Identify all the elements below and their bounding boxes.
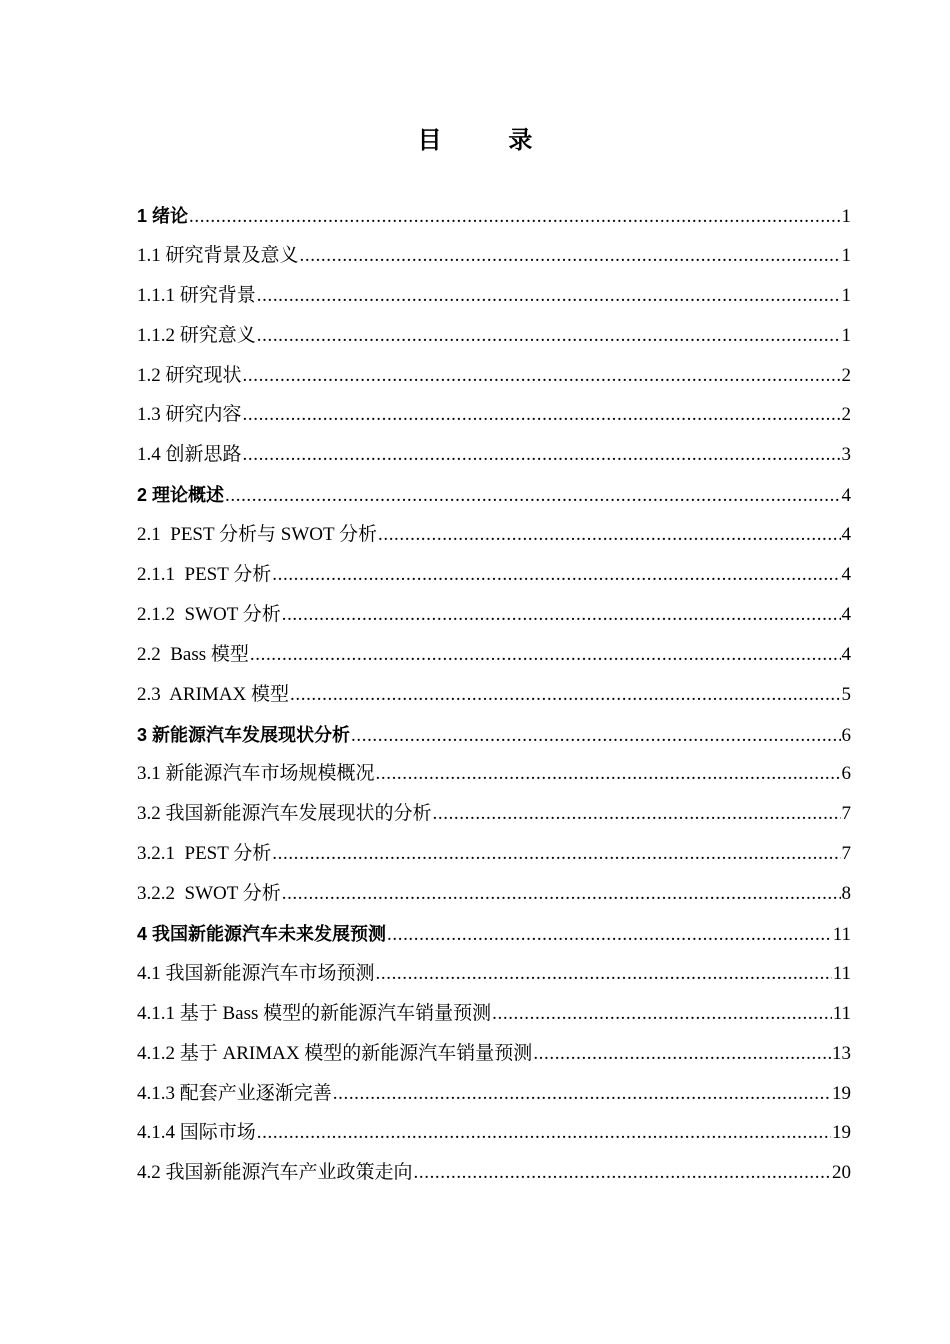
toc-entry-label: 2 理论概述 [137, 485, 225, 506]
dot-leader [376, 960, 832, 988]
toc-entry-label: 1.1 研究背景及意义 [137, 244, 299, 266]
table-of-contents [137, 202, 851, 1199]
toc-entry-label: 4 我国新能源汽车未来发展预测 [137, 924, 387, 945]
dot-leader [378, 521, 841, 549]
dot-leader [257, 322, 841, 350]
dot-leader [257, 1119, 831, 1147]
toc-entry-page: 7 [841, 803, 851, 825]
toc-entry-page: 4 [841, 603, 851, 625]
toc-entry[interactable] [137, 282, 851, 322]
toc-entry[interactable] [137, 481, 851, 521]
dot-leader [533, 1040, 831, 1068]
toc-entry-label: 3 新能源汽车发展现状分析 [137, 724, 351, 745]
toc-entry[interactable] [137, 681, 851, 721]
toc-entry-label: 1.3 研究内容 [137, 404, 242, 426]
toc-entry-label: 3.1 新能源汽车市场规模概况 [137, 763, 375, 785]
toc-entry-label: 2.1.1 PEST 分析 [137, 564, 272, 586]
toc-entry[interactable] [137, 322, 851, 362]
dot-leader [351, 722, 840, 750]
dot-leader [282, 880, 841, 908]
dot-leader [376, 760, 841, 788]
toc-entry[interactable] [137, 521, 851, 561]
toc-entry[interactable] [137, 721, 851, 761]
toc-entry[interactable] [137, 920, 851, 960]
dot-leader [387, 921, 832, 949]
toc-entry-page: 6 [841, 724, 851, 746]
toc-entry-page: 1 [841, 324, 851, 346]
toc-entry-label: 1 绪论 [137, 206, 189, 226]
toc-entry-page: 19 [832, 1122, 851, 1144]
toc-entry-label: 3.2.2 SWOT 分析 [137, 883, 281, 905]
toc-entry-label: 2.3 ARIMAX 模型 [137, 683, 290, 705]
toc-entry-page: 4 [841, 524, 851, 546]
toc-entry-label: 3.2.1 PEST 分析 [137, 843, 272, 865]
toc-entry-label: 1.1.1 研究背景 [137, 284, 256, 306]
toc-entry[interactable] [137, 202, 851, 242]
toc-entry-page: 4 [841, 564, 851, 586]
toc-entry-page: 4 [841, 643, 851, 665]
toc-entry[interactable] [137, 441, 851, 481]
toc-entry[interactable] [137, 760, 851, 800]
toc-entry-label: 2.1 PEST 分析与 SWOT 分析 [137, 524, 377, 546]
toc-entry-label: 2.1.2 SWOT 分析 [137, 603, 281, 625]
dot-leader [290, 681, 840, 709]
dot-leader [257, 282, 841, 310]
toc-entry-page: 1 [841, 244, 851, 266]
dot-leader [189, 203, 840, 231]
toc-entry[interactable] [137, 960, 851, 1000]
dot-leader [272, 840, 840, 868]
toc-entry-page: 11 [832, 1002, 851, 1024]
toc-entry-page: 20 [832, 1162, 851, 1184]
toc-entry-page: 2 [841, 364, 851, 386]
toc-entry-label: 4.1.1 基于 Bass 模型的新能源汽车销量预测 [137, 1002, 492, 1024]
toc-entry-label: 4.1 我国新能源汽车市场预测 [137, 962, 375, 984]
toc-title: 目 录 [417, 127, 563, 154]
toc-entry-page: 1 [841, 284, 851, 306]
toc-entry[interactable] [137, 1000, 851, 1040]
toc-entry[interactable] [137, 1119, 851, 1159]
toc-entry-label: 2.2 Bass 模型 [137, 643, 249, 665]
toc-entry-page: 2 [841, 404, 851, 426]
toc-entry[interactable] [137, 1159, 851, 1199]
toc-entry-page: 11 [832, 924, 851, 946]
dot-leader [300, 242, 841, 270]
toc-entry-page: 7 [841, 843, 851, 865]
toc-entry-page: 3 [841, 444, 851, 466]
dot-leader [243, 362, 841, 390]
toc-entry-label: 4.1.3 配套产业逐渐完善 [137, 1082, 332, 1104]
toc-entry-page: 19 [832, 1082, 851, 1104]
toc-entry[interactable] [137, 242, 851, 282]
toc-entry[interactable] [137, 880, 851, 920]
toc-entry-page: 13 [832, 1042, 851, 1064]
dot-leader [243, 441, 841, 469]
toc-entry-page: 4 [841, 485, 851, 507]
toc-entry[interactable] [137, 840, 851, 880]
toc-entry-page: 11 [832, 962, 851, 984]
dot-leader [282, 601, 841, 629]
toc-entry-page: 8 [841, 883, 851, 905]
dot-leader [250, 641, 841, 669]
dot-leader [243, 401, 841, 429]
toc-entry[interactable] [137, 1040, 851, 1080]
toc-entry[interactable] [137, 401, 851, 441]
toc-entry[interactable] [137, 641, 851, 681]
toc-entry-label: 4.2 我国新能源汽车产业政策走向 [137, 1162, 413, 1184]
toc-entry[interactable] [137, 601, 851, 641]
dot-leader [492, 1000, 832, 1028]
toc-entry[interactable] [137, 362, 851, 402]
toc-entry-label: 1.4 创新思路 [137, 444, 242, 466]
toc-entry[interactable] [137, 800, 851, 840]
toc-entry-label: 3.2 我国新能源汽车发展现状的分析 [137, 803, 432, 825]
toc-entry-page: 6 [841, 763, 851, 785]
toc-entry[interactable] [137, 1080, 851, 1120]
dot-leader [433, 800, 841, 828]
dot-leader [272, 561, 840, 589]
toc-entry-label: 4.1.4 国际市场 [137, 1122, 256, 1144]
toc-entry-page: 5 [841, 683, 851, 705]
dot-leader [333, 1080, 831, 1108]
toc-entry[interactable] [137, 561, 851, 601]
dot-leader [414, 1159, 831, 1187]
toc-entry-label: 1.2 研究现状 [137, 364, 242, 386]
toc-entry-page: 1 [841, 206, 851, 227]
toc-entry-label: 1.1.2 研究意义 [137, 324, 256, 346]
dot-leader [225, 482, 840, 510]
toc-entry-label: 4.1.2 基于 ARIMAX 模型的新能源汽车销量预测 [137, 1042, 533, 1064]
